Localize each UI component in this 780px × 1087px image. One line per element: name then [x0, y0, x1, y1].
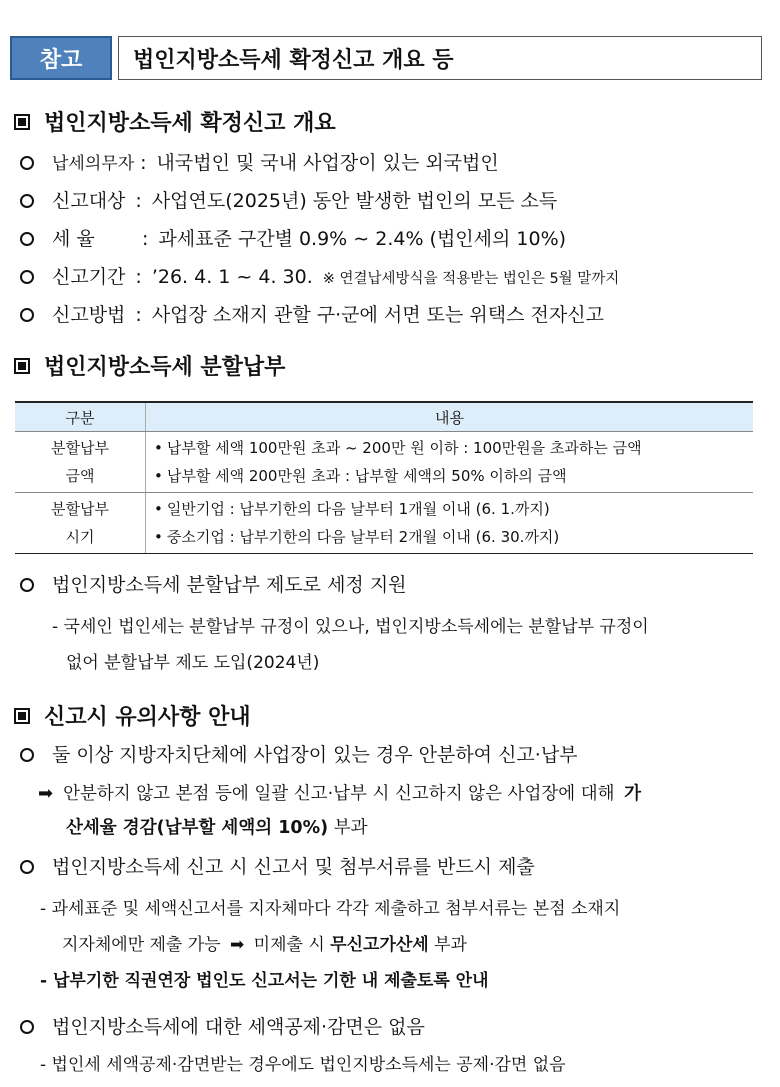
- square-bullet-icon: [14, 708, 30, 724]
- circle-bullet-icon: [20, 748, 34, 762]
- section-3-title: 신고시 유의사항 안내: [44, 705, 251, 730]
- content-line: • 납부할 세액 200만원 초과 : 납부할 세액의 50% 이하의 금액: [154, 467, 567, 485]
- content-line: • 일반기업 : 납부기한의 다음 날부터 1개월 이내 (6. 1.까지): [154, 500, 550, 518]
- square-bullet-icon: [14, 358, 30, 374]
- circle-bullet-icon: [20, 578, 34, 592]
- item-text: 내국법인 및 국내 사업장이 있는 외국법인: [156, 152, 499, 174]
- item-label: 납세의무자: [52, 154, 135, 174]
- table-row-category: [15, 432, 146, 493]
- overview-item-period: 신고기간 : ’26. 4. 1 ~ 4. 30. ※ 연결납세방식을 적용받는 법인은 5월 말까지: [20, 262, 619, 289]
- item-label: 신고기간: [52, 266, 126, 288]
- circle-bullet-icon: [20, 308, 34, 322]
- overview-item-target: 신고대상 : 사업연도(2025년) 동안 발생한 법인의 모든 소득: [20, 186, 557, 213]
- reference-tag: 참고: [10, 36, 112, 80]
- section-1-heading: [14, 106, 336, 137]
- table-row-category: [15, 493, 146, 554]
- item-label: 세 율: [52, 228, 95, 250]
- category-line: 금액: [65, 467, 95, 485]
- notice-sub-line-1: - 과세표준 및 세액신고서를 지자체마다 각각 제출하고 첨부서류는 본점 소재지: [40, 899, 621, 919]
- point-text: 둘 이상 지방자치단체에 사업장이 있는 경우 안분하여 신고·납부: [52, 744, 578, 766]
- arrow-right-icon: ➡: [230, 935, 245, 955]
- content-line: • 중소기업 : 납부기한의 다음 날부터 2개월 이내 (6. 30.까지): [154, 528, 560, 546]
- table-header-category: 구분: [15, 402, 146, 432]
- table-header-row: [15, 402, 753, 432]
- installment-sub-line-1: - 국세인 법인세는 분할납부 규정이 있으나, 법인지방소득세에는 분할납부 규정이: [52, 617, 649, 637]
- circle-bullet-icon: [20, 1020, 34, 1034]
- title-bar: [10, 36, 762, 80]
- page-title: 법인지방소득세 확정신고 개요 등: [118, 36, 762, 80]
- circle-bullet-icon: [20, 156, 34, 170]
- notice-sub-line-4: - 법인세 세액공제·감면받는 경우에도 법인지방소득세는 공제·감면 없음: [40, 1055, 566, 1075]
- point-text: 법인지방소득세에 대한 세액공제·감면은 없음: [52, 1016, 425, 1038]
- point-text: 법인지방소득세 신고 시 신고서 및 첨부서류를 반드시 제출: [52, 856, 535, 878]
- installment-point: [20, 570, 407, 597]
- item-text: 사업연도(2025년) 동안 발생한 법인의 모든 소득: [151, 190, 558, 212]
- notice-point-3: [20, 1012, 425, 1039]
- arrow-right-icon: ➡: [38, 783, 54, 804]
- table-header-content: 내용: [146, 402, 754, 432]
- item-text: 과세표준 구간별 0.9% ∼ 2.4% (법인세의 10%): [158, 228, 567, 250]
- table-row: [15, 493, 753, 554]
- notice-point-1: [20, 740, 578, 767]
- item-label: 신고대상: [52, 190, 126, 212]
- section-2-heading: [14, 350, 285, 381]
- notice-sub-line-2: 지자체에만 제출 가능 ➡ 미제출 시 무신고가산세 부과: [62, 935, 467, 955]
- item-note: ※ 연결납세방식을 적용받는 법인은 5월 말까지: [322, 271, 620, 287]
- overview-item-rate: 세 율 : 과세표준 구간별 0.9% ∼ 2.4% (법인세의 10%): [20, 224, 566, 251]
- content-line: • 납부할 세액 100만원 초과 ~ 200만 원 이하 : 100만원을 초과하는 금액: [154, 439, 642, 457]
- point-text: 법인지방소득세 분할납부 제도로 세정 지원: [52, 574, 407, 596]
- category-line: 분할납부: [51, 500, 109, 518]
- item-label: 신고방법: [52, 304, 126, 326]
- circle-bullet-icon: [20, 270, 34, 284]
- section-3-heading: [14, 700, 251, 731]
- notice-sub-line-3: - 납부기한 직권연장 법인도 신고서는 기한 내 제출토록 안내: [40, 971, 489, 991]
- table-row-content: [146, 432, 754, 493]
- overview-item-taxpayer: 납세의무자 : 내국법인 및 국내 사업장이 있는 외국법인: [20, 148, 499, 175]
- circle-bullet-icon: [20, 232, 34, 246]
- category-line: 분할납부: [51, 439, 109, 457]
- installment-sub-line-2: 없어 분할납부 제도 도입(2024년): [66, 653, 320, 673]
- category-line: 시기: [65, 528, 95, 546]
- table-row-content: [146, 493, 754, 554]
- circle-bullet-icon: [20, 860, 34, 874]
- table-row: [15, 432, 753, 493]
- circle-bullet-icon: [20, 194, 34, 208]
- installment-table: [15, 401, 753, 554]
- item-text: ’26. 4. 1 ~ 4. 30.: [151, 266, 313, 288]
- notice-arrow-line-2: 산세율 경감(납부할 세액의 10%) 부과: [66, 818, 368, 838]
- section-1-title: 법인지방소득세 확정신고 개요: [44, 111, 336, 136]
- notice-arrow-line-1: ➡ 안분하지 않고 본점 등에 일괄 신고·납부 시 신고하지 않은 사업장에 대해 가: [38, 783, 642, 804]
- section-2-title: 법인지방소득세 분할납부: [44, 355, 286, 380]
- square-bullet-icon: [14, 114, 30, 130]
- notice-point-2: [20, 852, 535, 879]
- item-text: 사업장 소재지 관할 구·군에 서면 또는 위택스 전자신고: [151, 304, 604, 326]
- overview-item-method: 신고방법 : 사업장 소재지 관할 구·군에 서면 또는 위택스 전자신고: [20, 300, 604, 327]
